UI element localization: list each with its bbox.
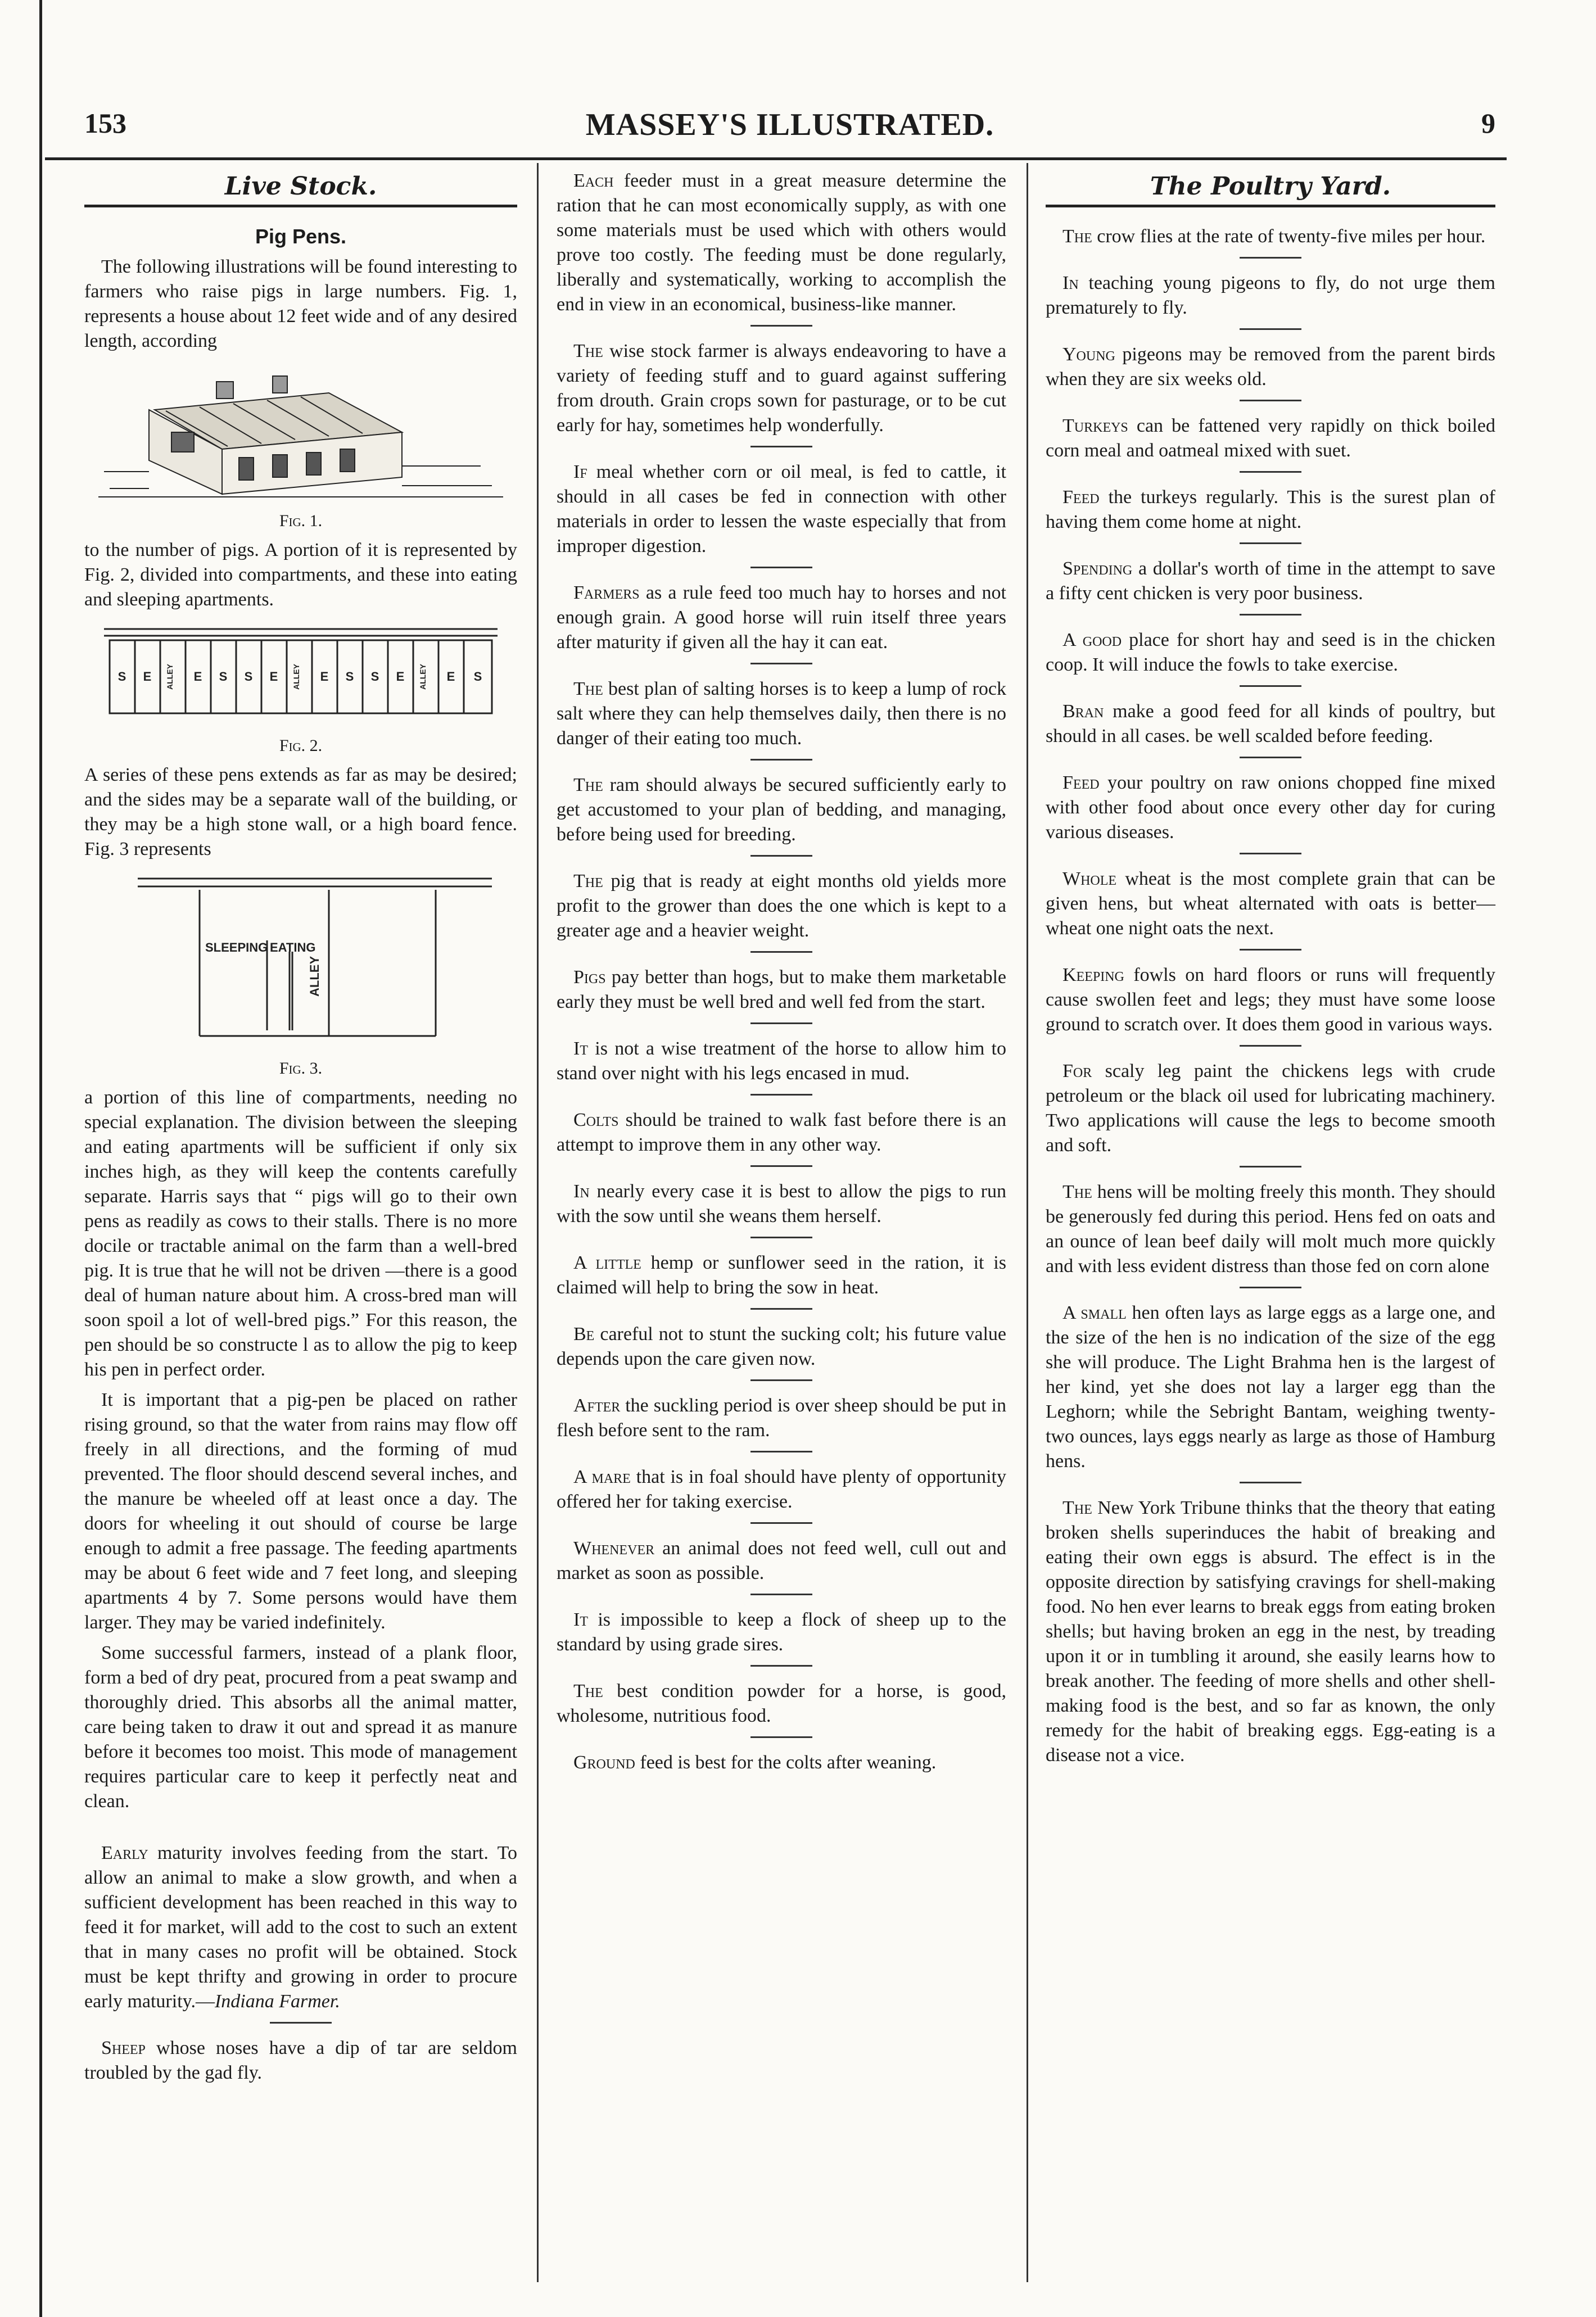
paragraph <box>1046 1496 1495 1768</box>
paragraph <box>557 965 1006 1015</box>
pen-label-e: E <box>143 669 152 684</box>
separator <box>750 1594 812 1595</box>
separator <box>750 1665 812 1667</box>
paragraph <box>1046 963 1495 1037</box>
paragraph-text: ram should always be secured sufficiently early to get accustomed to your plan of bedding, and managing, before being used for breeding. <box>557 775 1006 845</box>
paragraph <box>1046 628 1495 677</box>
label-sleeping: SLEEPING <box>205 940 268 954</box>
paragraph-text: can be fattened very rapidly on thick boiled corn meal and oatmeal mixed with suet. <box>1046 415 1495 461</box>
column-stock-notes <box>557 169 1006 1781</box>
paragraph <box>557 1037 1006 1086</box>
separator <box>750 1308 812 1310</box>
pen-plan-diagram <box>87 618 514 730</box>
pig-house-illustration <box>87 359 514 505</box>
paragraph <box>1046 556 1495 606</box>
separator <box>1240 685 1301 687</box>
separator <box>1240 1482 1301 1483</box>
paragraph <box>1046 414 1495 463</box>
section-heading: The Poultry Yard. <box>1150 172 1391 201</box>
paragraph <box>557 1251 1006 1300</box>
label-alley: ALLEY <box>308 956 322 997</box>
page-number-right: 9 <box>1481 107 1495 139</box>
paragraph <box>1046 485 1495 535</box>
pen-label-alley: ALLEY <box>292 664 301 690</box>
paragraph <box>1046 1180 1495 1279</box>
paragraph <box>1046 699 1495 749</box>
pen-section-diagram <box>87 867 514 1053</box>
lead-word: It <box>573 1609 588 1630</box>
separator <box>1240 400 1301 401</box>
lead-word: The <box>1063 1497 1092 1518</box>
publication-title: MASSEY'S ILLUSTRATED. <box>585 107 994 142</box>
separator <box>1240 1045 1301 1047</box>
paragraph <box>84 1841 517 2014</box>
separator <box>750 1451 812 1452</box>
figure-caption: Fig. 3. <box>279 1059 323 1078</box>
page-left-border <box>39 0 42 2317</box>
lead-word: Ground <box>573 1752 635 1773</box>
paragraph-text: should be trained to walk fast before there is an attempt to improve them in any other way. <box>557 1110 1006 1155</box>
separator <box>750 1165 812 1167</box>
paragraph-text: hens will be molting freely this month. They should be generously fed during this period. Hens fed on oats and an ounce of lean beef daily will molt much more quickly and with less evident distress than those fed on corn alone <box>1046 1182 1495 1277</box>
paragraph-text: fowls on hard floors or runs will frequently cause swollen feet and legs; they must have some loose ground to scratch over. It does them good in various ways. <box>1046 965 1495 1035</box>
separator <box>750 1522 812 1524</box>
column-live-stock <box>84 169 517 2091</box>
separator <box>750 1094 812 1096</box>
lead-word: Feed <box>1063 487 1100 508</box>
column-poultry-yard <box>1046 169 1495 1773</box>
separator <box>1240 542 1301 544</box>
lead-word: A small <box>1063 1302 1127 1323</box>
lead-word: Each <box>573 170 614 191</box>
paragraph <box>557 1608 1006 1657</box>
paragraph <box>1046 224 1495 249</box>
paragraph-text: scaly leg paint the chickens legs with crude petroleum or the black oil used for lubricating machinery. Two applications will cause the legs to become smooth and soft. <box>1046 1061 1495 1156</box>
lead-word: Bran <box>1063 701 1104 722</box>
paragraph <box>557 1750 1006 1775</box>
separator <box>750 1237 812 1238</box>
pen-label-s: S <box>473 669 482 684</box>
column-divider <box>537 163 539 2282</box>
separator <box>750 759 812 761</box>
separator <box>1240 1166 1301 1167</box>
paragraph <box>557 677 1006 751</box>
page-number-left: 153 <box>84 107 126 139</box>
lead-word: The <box>573 1681 603 1701</box>
paragraph <box>1046 1301 1495 1474</box>
paragraph-text: a dollar's worth of time in the attempt to save a fifty cent chicken is very poor business. <box>1046 558 1495 604</box>
separator <box>1240 614 1301 616</box>
separator <box>750 446 812 447</box>
paragraph-text: pay better than hogs, but to make them marketable early they must be well bred and well fed from the start. <box>557 967 1006 1012</box>
separator <box>750 1736 812 1738</box>
paragraph-text: hemp or sunflower seed in the ration, it is claimed will help to bring the sow in heat. <box>557 1252 1006 1298</box>
paragraph <box>1046 1059 1495 1158</box>
lead-word: The <box>573 871 603 891</box>
paragraph <box>557 1679 1006 1728</box>
paragraph-text: an animal does not feed well, cull out and market as soon as possible. <box>557 1538 1006 1583</box>
paragraph <box>557 581 1006 655</box>
paragraph-text: best condition powder for a horse, is good, wholesome, nutritious food. <box>557 1681 1006 1726</box>
masthead-rule <box>45 157 1507 160</box>
lead-word: Whole <box>1063 868 1117 889</box>
paragraph <box>557 773 1006 847</box>
paragraph-text: nearly every case it is best to allow the pigs to run with the sow until she weans them herself. <box>557 1181 1006 1227</box>
separator <box>270 2022 332 2024</box>
lead-word: A little <box>573 1252 641 1273</box>
paragraph <box>1046 771 1495 845</box>
pen-label-s: S <box>219 669 228 684</box>
paragraph: It is important that a pig-pen be placed on rather rising ground, so that the water from rains may flow off freely in all directions, and the forming of mud prevented. The floor should descend several inches, and the manure be wheeled off at least once a day. The doors for wheeling it out should of course be large enough to admit a free passage. The feeding apartments may be about 6 feet wide and 7 feet long, and sleeping apartments 4 by 7. Some persons would have them larger. They may be varied indefinitely. <box>84 1390 517 1633</box>
separator <box>1240 853 1301 854</box>
lead-word: In <box>1063 273 1079 293</box>
paragraph: Some successful farmers, instead of a plank floor, form a bed of dry peat, procured from a peat swamp and thoroughly dried. This absorbs all the animal matter, care being taken to draw it out and spread it as manure before it becomes too moist. This mode of management requires particular care to keep it perfectly neat and clean. <box>84 1642 517 1812</box>
lead-word: The <box>1063 226 1092 247</box>
section-rule <box>1046 205 1495 207</box>
lead-word: Keeping <box>1063 965 1124 985</box>
pen-label-alley: ALLEY <box>418 664 427 690</box>
lead-word: Early <box>101 1843 148 1863</box>
lead-word: For <box>1063 1061 1092 1081</box>
lead-word: Feed <box>1063 772 1100 793</box>
paragraph-text: make a good feed for all kinds of poultry, but should in all cases. be well scalded before feeding. <box>1046 701 1495 746</box>
lead-word: Turkeys <box>1063 415 1128 436</box>
section-heading: Live Stock. <box>224 172 377 201</box>
paragraph: A series of these pens extends as far as may be desired; and the sides may be a separate wall of the building, or they may be a high stone wall, or a high board fence. Fig. 3 represents <box>84 764 517 859</box>
lead-word: After <box>573 1395 621 1416</box>
paragraph-text: is not a wise treatment of the horse to allow him to stand over night with his legs encased in mud. <box>557 1038 1006 1084</box>
paragraph-text: that is in foal should have plenty of opportunity offered her for taking exercise. <box>557 1467 1006 1512</box>
source-credit: Indiana Farmer. <box>214 1991 340 2012</box>
paragraph-text: teaching young pigeons to fly, do not urge them prematurely to fly. <box>1046 273 1495 318</box>
paragraph <box>1046 342 1495 392</box>
lead-word: Pigs <box>573 967 606 988</box>
lead-word: In <box>573 1181 590 1202</box>
masthead <box>84 107 1495 152</box>
lead-word: The <box>573 678 603 699</box>
paragraph-text: best plan of salting horses is to keep a lump of rock salt where they can help themselves daily, then there is no danger of their eating too much. <box>557 678 1006 749</box>
paragraph <box>557 1393 1006 1443</box>
lead-word: A mare <box>573 1467 631 1487</box>
separator <box>1240 471 1301 473</box>
separator <box>1240 328 1301 330</box>
lead-word: Sheep <box>101 2038 146 2058</box>
lead-word: The <box>573 341 603 361</box>
pen-label-s: S <box>117 669 126 684</box>
lead-word: Young <box>1063 344 1115 365</box>
label-eating: EATING <box>270 940 316 954</box>
paragraph-text: wise stock farmer is always endeavoring to have a variety of feeding stuff and to guard against suffering from drouth. Grain crops sown for pasturage, or to be cut early for hay, sometimes help wonderfully. <box>557 341 1006 436</box>
paragraph <box>557 169 1006 317</box>
lead-word: If <box>573 461 587 482</box>
paragraph <box>557 1322 1006 1372</box>
figure-caption: Fig. 1. <box>279 512 323 530</box>
figure-3 <box>84 867 517 1081</box>
pen-label-s: S <box>345 669 354 684</box>
paragraph <box>557 1108 1006 1157</box>
paragraph-text: maturity involves feeding from the start. To allow an animal to make a slow growth, and when a sufficient development has been reached in this way to feed it for market, will add to the cost to such an extent that in many cases no profit will be obtained. Stock must be kept thrifty and growing in order to procure early maturity.— <box>84 1843 517 2012</box>
paragraph-text: careful not to stunt the sucking colt; his future value depends upon the care given now. <box>557 1324 1006 1369</box>
separator <box>750 325 812 327</box>
figure-caption: Fig. 2. <box>279 736 323 755</box>
pen-label-s: S <box>244 669 253 684</box>
lead-word: Whenever <box>573 1538 655 1559</box>
paragraph <box>557 869 1006 943</box>
section-rule <box>84 205 517 207</box>
paragraph <box>1046 271 1495 320</box>
paragraph-text: place for short hay and seed is in the chicken coop. It will induce the fowls to take exercise. <box>1046 630 1495 675</box>
paragraph-text: the suckling period is over sheep should be put in flesh before sent to the ram. <box>557 1395 1006 1441</box>
separator <box>1240 257 1301 259</box>
separator <box>750 855 812 857</box>
separator <box>1240 949 1301 951</box>
separator <box>750 951 812 953</box>
lead-word: Be <box>573 1324 595 1345</box>
lead-word: Spending <box>1063 558 1133 579</box>
paragraph <box>557 1465 1006 1514</box>
paragraph <box>557 460 1006 559</box>
pen-label-e: E <box>320 669 329 684</box>
article-title: Pig Pens. <box>255 225 347 248</box>
separator <box>1240 1287 1301 1288</box>
pen-label-s: S <box>370 669 379 684</box>
separator <box>1240 757 1301 758</box>
paragraph <box>557 1536 1006 1586</box>
paragraph: to the number of pigs. A portion of it is represented by Fig. 2, divided into compartments, and these into eating and sleeping apartments. <box>84 540 517 610</box>
paragraph-text: pigeons may be removed from the parent birds when they are six weeks old. <box>1046 344 1495 390</box>
paragraph <box>557 1179 1006 1229</box>
paragraph-text: pig that is ready at eight months old yields more profit to the grower than does the one which is kept to a greater age and a heavier weight. <box>557 871 1006 941</box>
separator <box>750 1022 812 1024</box>
separator <box>750 663 812 664</box>
paragraph: The following illustrations will be found interesting to farmers who raise pigs in large numbers. Fig. 1, represents a house about 12 feet wide and of any desired length, according <box>84 256 517 351</box>
pen-label-e: E <box>193 669 202 684</box>
paragraph: a portion of this line of compartments, needing no special explanation. The division between the sleeping and eating apartments will be sufficient if only six inches high, as they will keep the contents carefully separate. Harris says that “ pigs will go to their own pens as readily as cows to their stalls. There is no more docile or tractable animal on the farm than a well-bred pig. It is true that he will not be driven —there is a good deal of human nature about him. A cross-bred man will soon spoil a lot of well-bred pigs.” For this reason, the pen should be so constructe l as to allow the pig to keep his pen in perfect order. <box>84 1087 517 1380</box>
separator <box>750 567 812 568</box>
paragraph-text: New York Tribune thinks that the theory that eating broken shells superinduces the habit of breaking and eating their own eggs is absurd. The effect is in the opposite direction by satisfying cravings for shell-making food. No hen ever learns to break eggs from eating broken shells; but having broken an egg in the nest, by treading upon it or in tumbling it around, she easily learns how to break another. The feeding of more shells and other shell-making food is the best, and so far as known, the only remedy for the habit of breaking eggs. Egg-eating is a disease not a vice. <box>1046 1497 1495 1766</box>
lead-word: The <box>1063 1182 1092 1202</box>
lead-word: The <box>573 775 603 795</box>
paragraph-text: as a rule feed too much hay to horses and not enough grain. A good horse will ruin itself three years after maturity if given all the hay it can eat. <box>557 582 1006 653</box>
lead-word: It <box>573 1038 588 1059</box>
pen-label-alley: ALLEY <box>165 664 174 690</box>
paragraph-text: wheat is the most complete grain that can be given hens, but wheat alternated with oats is better—wheat one night oats the next. <box>1046 868 1495 939</box>
paragraph-text: feeder must in a great measure determine the ration that he can most economically supply, as with one some materials must be used which with others would prove too costly. The feeding must be done regularly, liberally and systematically, working to accomplish the end in view in an economical, business-like manner. <box>557 170 1006 315</box>
lead-word: Farmers <box>573 582 640 603</box>
paragraph-text: whose noses have a dip of tar are seldom troubled by the gad fly. <box>84 2038 517 2083</box>
paragraph-text: crow flies at the rate of twenty-five miles per hour. <box>1092 226 1486 247</box>
lead-word: A good <box>1063 630 1122 650</box>
separator <box>750 1379 812 1381</box>
paragraph <box>557 339 1006 438</box>
column-divider <box>1027 163 1028 2282</box>
paragraph-text: your poultry on raw onions chopped fine mixed with other food about once every other day for curing various diseases. <box>1046 772 1495 843</box>
figure-2 <box>84 618 517 758</box>
paragraph-text: the turkeys regularly. This is the surest plan of having them come home at night. <box>1046 487 1495 532</box>
paragraph <box>84 2036 517 2085</box>
pen-label-e: E <box>269 669 278 684</box>
paragraph-text: hen often lays as large eggs as a large one, and the size of the hen is no indication of the size of the egg she will produce. The Light Brahma hen is the largest of her kind, yet she does not lay a larger egg than the Leghorn; while the Sebright Bantam, weighing twenty-two ounces, lays eggs nearly as large as those of Hamburg hens. <box>1046 1302 1495 1472</box>
paragraph-text: is impossible to keep a flock of sheep up to the standard by using grade sires. <box>557 1609 1006 1655</box>
paragraph <box>1046 867 1495 941</box>
paragraph-text: meal whether corn or oil meal, is fed to cattle, it should in all cases be fed in connection with other materials in order to lessen the waste especially that from improper digestion. <box>557 461 1006 556</box>
pen-label-e: E <box>446 669 455 684</box>
paragraph-text: feed is best for the colts after weaning. <box>635 1752 937 1773</box>
pen-label-e: E <box>396 669 405 684</box>
lead-word: Colts <box>573 1110 619 1130</box>
figure-1 <box>84 359 517 533</box>
